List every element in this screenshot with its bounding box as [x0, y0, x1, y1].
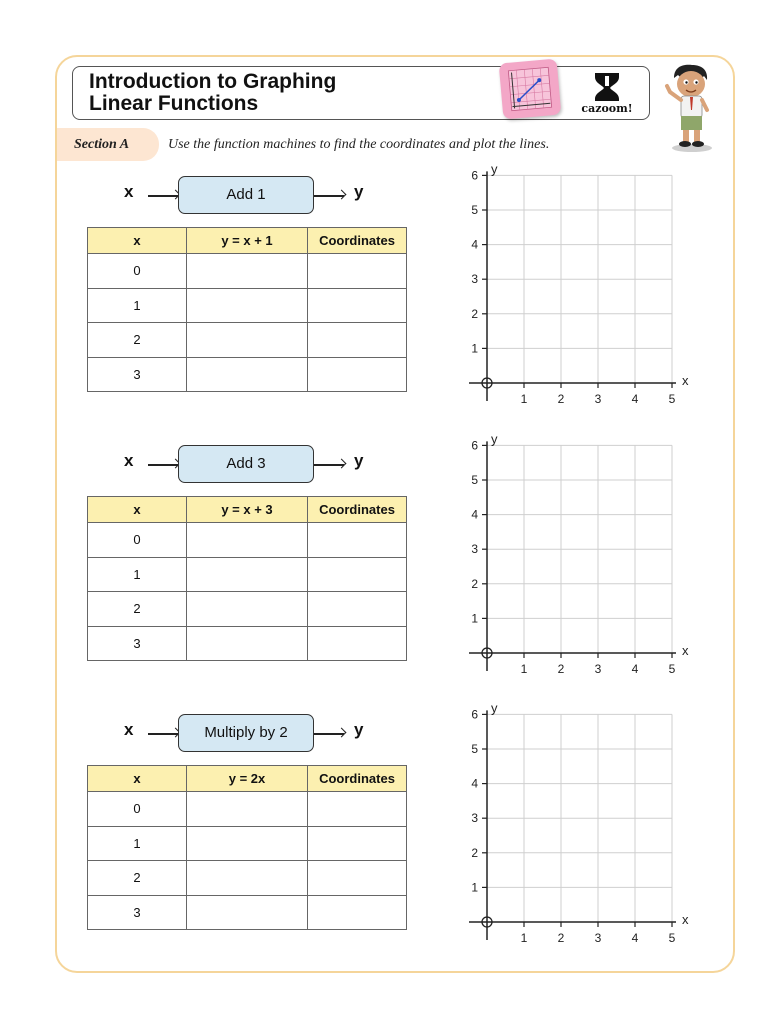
x-tick-label: 2	[557, 662, 565, 674]
y-tick-label: 4	[471, 776, 478, 791]
coordinates-answer-cell[interactable]	[308, 557, 407, 592]
table-of-values-3	[87, 765, 407, 930]
table-of-values-2	[87, 496, 407, 661]
brand-name: cazoom!	[581, 102, 633, 115]
x-value-cell: 1	[88, 288, 187, 323]
cazoom-logo-icon	[577, 71, 637, 117]
coordinates-answer-cell[interactable]	[308, 523, 407, 558]
title-box	[72, 66, 650, 120]
cartoon-boy-icon	[660, 62, 720, 154]
y-answer-cell[interactable]	[187, 288, 308, 323]
table-row	[88, 592, 407, 627]
x-tick-label: 5	[668, 392, 676, 404]
x-value-cell: 1	[88, 557, 187, 592]
title-line-2: Linear Functions	[89, 92, 259, 115]
column-header: x	[88, 497, 187, 523]
table-row	[88, 861, 407, 896]
x-tick-label: 5	[668, 662, 676, 674]
y-answer-cell[interactable]	[187, 592, 308, 627]
y-answer-cell[interactable]	[187, 895, 308, 930]
y-answer-cell[interactable]	[187, 523, 308, 558]
x-tick-label: 5	[668, 931, 676, 943]
arrow-right-icon	[148, 733, 178, 735]
coordinates-answer-cell[interactable]	[308, 861, 407, 896]
y-answer-cell[interactable]	[187, 357, 308, 392]
coordinate-grid-3[interactable]	[455, 703, 695, 943]
function-machine-1	[0, 176, 420, 216]
x-value-cell: 0	[88, 254, 187, 289]
output-label: y	[354, 451, 364, 470]
y-tick-label: 5	[471, 203, 478, 217]
column-header: y = 2x	[187, 766, 308, 792]
x-tick-label: 3	[594, 931, 602, 943]
y-tick-label: 4	[471, 507, 478, 522]
y-axis-label: y	[491, 164, 498, 177]
y-tick-label: 3	[471, 811, 478, 826]
x-tick-label: 4	[631, 931, 639, 943]
section-label: Section A	[74, 137, 130, 152]
y-tick-label: 2	[471, 306, 478, 321]
x-value-cell: 2	[88, 323, 187, 358]
x-axis-label: x	[682, 643, 689, 658]
function-box: Add 1	[178, 176, 314, 214]
x-axis-label: x	[682, 373, 689, 388]
table-row	[88, 357, 407, 392]
x-value-cell: 0	[88, 792, 187, 827]
y-tick-label: 2	[471, 576, 478, 591]
table-row	[88, 323, 407, 358]
y-tick-label: 6	[471, 438, 478, 453]
y-axis-label: y	[491, 434, 498, 447]
y-tick-label: 1	[471, 611, 478, 626]
output-label: y	[354, 720, 364, 739]
x-tick-label: 3	[594, 662, 602, 674]
coordinate-grid-2[interactable]	[455, 434, 695, 674]
column-header: Coordinates	[308, 497, 407, 523]
column-header: Coordinates	[308, 766, 407, 792]
x-value-cell: 1	[88, 826, 187, 861]
x-value-cell: 2	[88, 592, 187, 627]
x-tick-label: 1	[520, 662, 528, 674]
x-tick-label: 3	[594, 392, 602, 404]
function-machine-2	[0, 445, 420, 485]
y-tick-label: 3	[471, 542, 478, 557]
coordinates-answer-cell[interactable]	[308, 895, 407, 930]
y-answer-cell[interactable]	[187, 861, 308, 896]
input-label: x	[124, 451, 134, 470]
coordinates-answer-cell[interactable]	[308, 288, 407, 323]
coordinates-answer-cell[interactable]	[308, 826, 407, 861]
y-tick-label: 6	[471, 707, 478, 722]
x-tick-label: 2	[557, 392, 565, 404]
y-answer-cell[interactable]	[187, 254, 308, 289]
column-header: x	[88, 228, 187, 254]
coordinates-answer-cell[interactable]	[308, 592, 407, 627]
table-row	[88, 792, 407, 827]
y-tick-label: 4	[471, 237, 478, 252]
table-row	[88, 895, 407, 930]
x-value-cell: 2	[88, 861, 187, 896]
function-machine-3	[0, 714, 420, 754]
y-tick-label: 3	[471, 272, 478, 287]
y-tick-label: 5	[471, 742, 478, 756]
arrow-right-icon	[314, 195, 344, 197]
y-answer-cell[interactable]	[187, 792, 308, 827]
x-value-cell: 3	[88, 357, 187, 392]
table-row	[88, 523, 407, 558]
y-tick-label: 5	[471, 473, 478, 487]
x-tick-label: 4	[631, 392, 639, 404]
input-label: x	[124, 182, 134, 201]
y-answer-cell[interactable]	[187, 626, 308, 661]
graph-badge-icon	[499, 59, 562, 120]
page-title	[89, 71, 336, 115]
table-of-values-1	[87, 227, 407, 392]
coordinates-answer-cell[interactable]	[308, 792, 407, 827]
y-answer-cell[interactable]	[187, 323, 308, 358]
x-tick-label: 4	[631, 662, 639, 674]
title-line-1: Introduction to Graphing	[89, 70, 337, 93]
table-row	[88, 288, 407, 323]
y-tick-label: 6	[471, 168, 478, 183]
arrow-right-icon	[148, 195, 178, 197]
function-box: Add 3	[178, 445, 314, 483]
y-answer-cell[interactable]	[187, 557, 308, 592]
column-header: y = x + 3	[187, 497, 308, 523]
x-value-cell: 0	[88, 523, 187, 558]
output-label: y	[354, 182, 364, 201]
y-tick-label: 1	[471, 341, 478, 356]
x-tick-label: 1	[520, 931, 528, 943]
coordinates-answer-cell[interactable]	[308, 626, 407, 661]
x-value-cell: 3	[88, 626, 187, 661]
table-row	[88, 626, 407, 661]
function-box: Multiply by 2	[178, 714, 314, 752]
arrow-right-icon	[314, 733, 344, 735]
column-header: x	[88, 766, 187, 792]
y-tick-label: 1	[471, 880, 478, 895]
coordinates-answer-cell[interactable]	[308, 357, 407, 392]
x-tick-label: 2	[557, 931, 565, 943]
x-axis-label: x	[682, 912, 689, 927]
x-value-cell: 3	[88, 895, 187, 930]
coordinate-grid-1[interactable]	[455, 164, 695, 404]
column-header: y = x + 1	[187, 228, 308, 254]
table-row	[88, 826, 407, 861]
y-tick-label: 2	[471, 845, 478, 860]
coordinates-answer-cell[interactable]	[308, 254, 407, 289]
y-axis-label: y	[491, 703, 498, 716]
column-header: Coordinates	[308, 228, 407, 254]
instructions: Use the function machines to find the coordinates and plot the lines.	[168, 137, 550, 152]
x-tick-label: 1	[520, 392, 528, 404]
coordinates-answer-cell[interactable]	[308, 323, 407, 358]
table-row	[88, 254, 407, 289]
arrow-right-icon	[314, 464, 344, 466]
input-label: x	[124, 720, 134, 739]
table-row	[88, 557, 407, 592]
arrow-right-icon	[148, 464, 178, 466]
section-tab	[57, 128, 159, 161]
y-answer-cell[interactable]	[187, 826, 308, 861]
